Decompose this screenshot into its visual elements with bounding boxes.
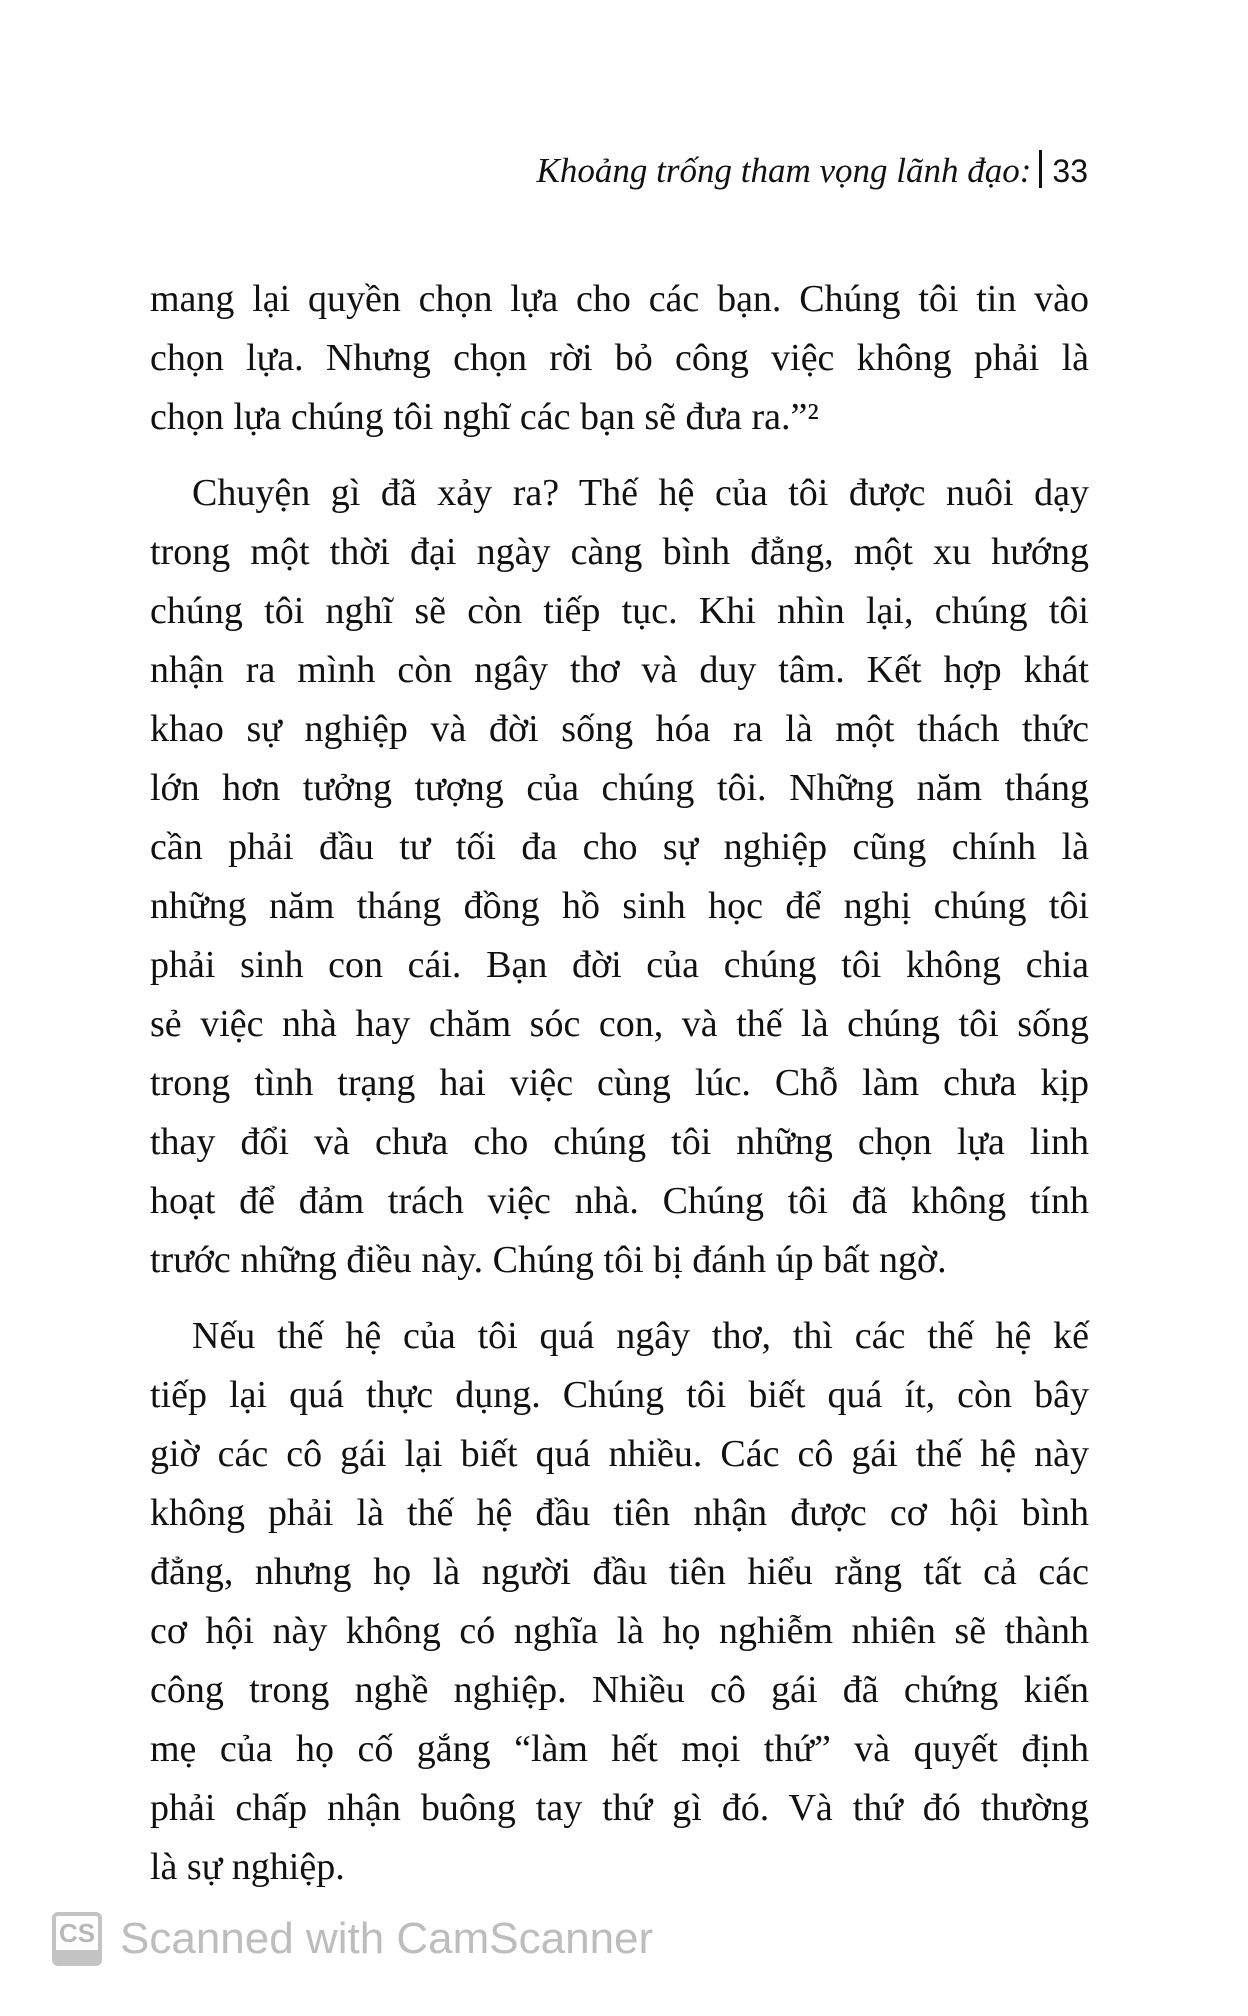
text-line: đẳng, nhưng họ là người đầu tiên hiểu rằng tất cả các bbox=[150, 1551, 1089, 1593]
text-line: Nếu thế hệ của tôi quá ngây thơ, thì các thế hệ kế bbox=[192, 1315, 1089, 1357]
camscanner-logo-icon: CS bbox=[52, 1912, 102, 1966]
text-line: cơ hội này không có nghĩa là họ nghiễm nhiên sẽ thành bbox=[150, 1610, 1089, 1652]
text-line: cần phải đầu tư tối đa cho sự nghiệp cũng chính là bbox=[150, 826, 1089, 868]
text-line: trong một thời đại ngày càng bình đẳng, một xu hướng bbox=[150, 531, 1089, 573]
text-line: giờ các cô gái lại biết quá nhiều. Các cô gái thế hệ này bbox=[150, 1433, 1089, 1475]
text-line: là sự nghiệp. bbox=[150, 1846, 345, 1888]
text-line: phải sinh con cái. Bạn đời của chúng tôi không chia bbox=[150, 944, 1089, 986]
text-line: khao sự nghiệp và đời sống hóa ra là một thách thức bbox=[150, 708, 1089, 750]
page-number: 33 bbox=[1052, 153, 1088, 189]
text-line: lớn hơn tưởng tượng của chúng tôi. Những năm tháng bbox=[150, 767, 1089, 809]
paragraph bbox=[150, 464, 1089, 1290]
text-line: chọn lựa chúng tôi nghĩ các bạn sẽ đưa ra.”² bbox=[150, 396, 819, 438]
text-line: mẹ của họ cố gắng “làm hết mọi thứ” và quyết định bbox=[150, 1728, 1089, 1770]
text-line: chọn lựa. Nhưng chọn rời bỏ công việc không phải là bbox=[150, 337, 1089, 379]
watermark-text: Scanned with CamScanner bbox=[120, 1914, 654, 1963]
text-line: nhận ra mình còn ngây thơ và duy tâm. Kết hợp khát bbox=[150, 649, 1089, 691]
text-line: tiếp lại quá thực dụng. Chúng tôi biết quá ít, còn bây bbox=[150, 1374, 1089, 1416]
text-line: Chuyện gì đã xảy ra? Thế hệ của tôi được nuôi dạy bbox=[192, 472, 1089, 514]
text-line: mang lại quyền chọn lựa cho các bạn. Chúng tôi tin vào bbox=[150, 278, 1089, 320]
text-line: công trong nghề nghiệp. Nhiều cô gái đã chứng kiến bbox=[150, 1669, 1089, 1711]
text-line: những năm tháng đồng hồ sinh học để nghị chúng tôi bbox=[150, 885, 1089, 927]
text-line: hoạt để đảm trách việc nhà. Chúng tôi đã không tính bbox=[150, 1180, 1089, 1222]
text-line: thay đổi và chưa cho chúng tôi những chọn lựa linh bbox=[150, 1121, 1089, 1163]
camscanner-watermark bbox=[52, 1912, 653, 1966]
text-line: trong tình trạng hai việc cùng lúc. Chỗ làm chưa kịp bbox=[150, 1062, 1089, 1104]
text-line: sẻ việc nhà hay chăm sóc con, và thế là chúng tôi sống bbox=[150, 1003, 1089, 1045]
header-divider bbox=[1039, 150, 1042, 188]
paragraph bbox=[150, 1307, 1089, 1897]
text-line: không phải là thế hệ đầu tiên nhận được cơ hội bình bbox=[150, 1492, 1089, 1534]
chapter-title: Khoảng trống tham vọng lãnh đạo: bbox=[536, 151, 1032, 190]
text-line: chúng tôi nghĩ sẽ còn tiếp tục. Khi nhìn lại, chúng tôi bbox=[150, 590, 1089, 632]
text-line: phải chấp nhận buông tay thứ gì đó. Và thứ đó thường bbox=[150, 1787, 1089, 1829]
text-line: trước những điều này. Chúng tôi bị đánh úp bất ngờ. bbox=[150, 1239, 947, 1281]
running-header bbox=[537, 150, 1088, 191]
paragraph bbox=[150, 270, 1089, 447]
page-body bbox=[150, 270, 1089, 1914]
